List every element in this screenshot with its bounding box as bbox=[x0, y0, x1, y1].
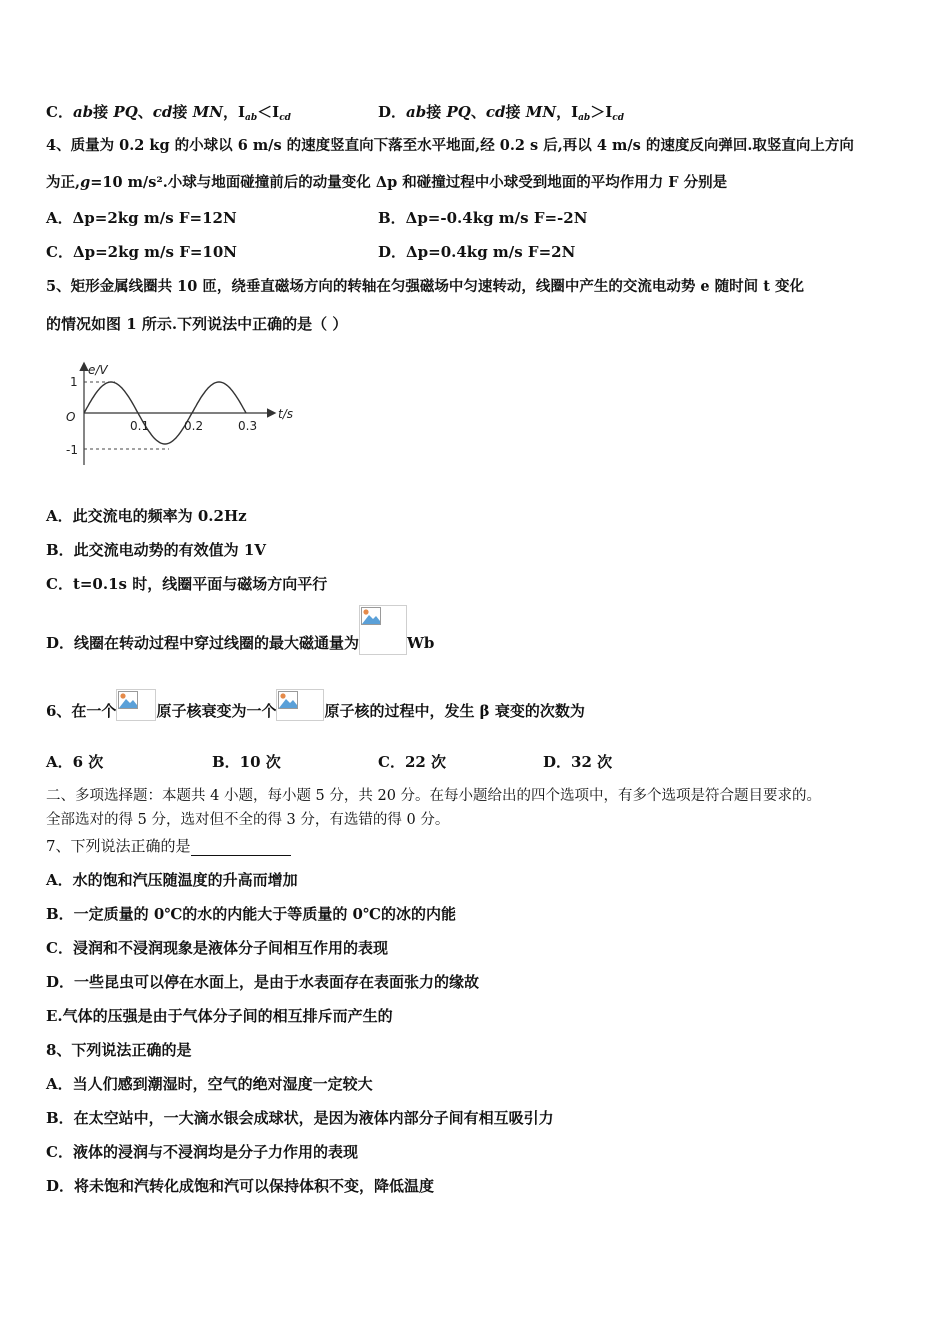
q5-stem-line1: 5、矩形金属线圈共 10 匝，绕垂直磁场方向的转轴在匀强磁场中匀速转动，线圈中产生的交流电动势 e 随时间 t 变化 bbox=[46, 278, 804, 295]
q4-stem-line2: 为正,g=10 m/s².小球与地面碰撞前后的动量变化 Δp 和碰撞过程中小球受到地面的平均作用力 F 分别是 bbox=[46, 174, 728, 191]
q5-option-b: B．此交流电动势的有效值为 1V bbox=[46, 541, 266, 559]
q7-option-d: D．一些昆虫可以停在水面上，是由于水表面存在表面张力的缘故 bbox=[46, 973, 480, 991]
x-tick-0-3: 0.3 bbox=[238, 419, 258, 433]
y-axis-label: e/V bbox=[88, 363, 108, 377]
y-tick-1: 1 bbox=[70, 375, 78, 389]
y-tick-neg1: -1 bbox=[66, 443, 78, 457]
q4-option-a: A．Δp=2kg m/s F=12N bbox=[46, 209, 237, 227]
q6-option-a: A．6 次 bbox=[46, 753, 104, 771]
section2-heading: 二、多项选择题：本题共 4 小题，每小题 5 分，共 20 分。在每小题给出的四个选项中，有多个选项是符合题目要求的。 bbox=[46, 788, 822, 804]
q8-option-b: B．在太空站中，一大滴水银会成球状，是因为液体内部分子间有相互吸引力 bbox=[46, 1109, 554, 1127]
q5-option-c: C．t=0.1s 时，线圈平面与磁场方向平行 bbox=[46, 575, 328, 593]
q4-option-c: C．Δp=2kg m/s F=10N bbox=[46, 243, 237, 261]
x-axis-label: t/s bbox=[278, 407, 293, 421]
q7-stem: 7、下列说法正确的是 bbox=[46, 836, 291, 856]
emf-time-graph bbox=[60, 358, 310, 468]
q8-stem: 8、下列说法正确的是 bbox=[46, 1041, 192, 1059]
q5-option-a: A．此交流电的频率为 0.2Hz bbox=[46, 507, 247, 525]
q7-option-c: C．浸润和不浸润现象是液体分子间相互作用的表现 bbox=[46, 939, 388, 957]
q8-option-d: D．将未饱和汽转化成饱和汽可以保持体积不变，降低温度 bbox=[46, 1177, 435, 1195]
q6-option-b: B．10 次 bbox=[212, 753, 281, 771]
q6-stem: 6、在一个 原子核衰变为一个 原子核的过程中，发生 β 衰变的次数为 bbox=[46, 689, 585, 723]
q4-option-b: B．Δp=-0.4kg m/s F=-2N bbox=[378, 209, 588, 227]
origin-label: O bbox=[66, 410, 76, 424]
x-tick-0-1: 0.1 bbox=[130, 419, 150, 433]
q8-option-a: A．当人们感到潮湿时，空气的绝对湿度一定较大 bbox=[46, 1075, 373, 1093]
nucleus-image-2-icon bbox=[276, 689, 324, 721]
q6-option-d: D．32 次 bbox=[543, 753, 613, 771]
q4-option-d: D．Δp=0.4kg m/s F=2N bbox=[378, 243, 576, 261]
q3-option-d: D．ab接 PQ、cd接 MN，$I_{ab}>I_{cd}$ bbox=[378, 103, 625, 123]
nucleus-image-1-icon bbox=[116, 689, 156, 721]
q4-stem-line1: 4、质量为 0.2 kg 的小球以 6 m/s 的速度竖直向下落至水平地面,经 0.2 s 后,再以 4 m/s 的速度反向弹回.取竖直向上方向 bbox=[46, 137, 854, 154]
q5-option-d: D．线圈在转动过程中穿过线圈的最大磁通量为 Wb bbox=[46, 605, 434, 655]
q6-option-c: C．22 次 bbox=[378, 753, 447, 771]
q7-option-b: B．一定质量的 0℃的水的内能大于等质量的 0℃的冰的内能 bbox=[46, 905, 456, 923]
section2-scoring: 全部选对的得 5 分，选对但不全的得 3 分，有选错的得 0 分。 bbox=[46, 812, 450, 828]
q5-stem-line2: 的情况如图 1 所示.下列说法中正确的是（ ） bbox=[46, 315, 348, 333]
x-tick-0-2: 0.2 bbox=[184, 419, 204, 433]
q8-option-c: C．液体的浸润与不浸润均是分子力作用的表现 bbox=[46, 1143, 358, 1161]
image-placeholder-icon bbox=[359, 605, 407, 655]
answer-blank bbox=[191, 839, 291, 856]
q7-option-e: E.气体的压强是由于气体分子间的相互排斥而产生的 bbox=[46, 1007, 393, 1025]
q7-option-a: A．水的饱和汽压随温度的升高而增加 bbox=[46, 871, 298, 889]
q3-option-c: C．ab接 PQ、cd接 MN，$I_{ab}<I_{cd}$ bbox=[46, 103, 291, 123]
